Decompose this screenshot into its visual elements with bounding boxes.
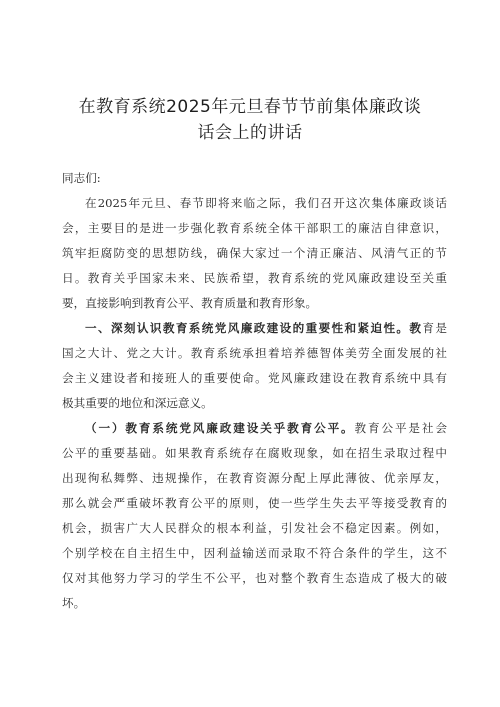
- paragraph-section-one: [62, 316, 447, 416]
- subsection-heading: （一）教育系统党风廉政建设关乎教育公平。: [85, 421, 355, 435]
- paragraph-subsection-one: [62, 416, 447, 616]
- paragraph-line: 要，直接影响到教育公平、教育质量和教育形象。: [62, 296, 318, 310]
- section-heading: 一、深刻认识教育系统党风廉政建设的重要性和紧迫性。: [85, 321, 410, 335]
- paragraph-line: 个别学校在自主招生中，因利益输送而录取不符合条件的学生，这不: [62, 546, 447, 560]
- paragraph-line: 那么就会严重破坏教育公平的原则，使一些学生失去平等接受教育的: [62, 496, 447, 510]
- paragraph-line: 坏。: [62, 596, 86, 610]
- paragraph-line: 国之大计、党之大计。教育系统承担着培养德智体美劳全面发展的社: [62, 346, 447, 360]
- paragraph-line: 在2025年元旦、春节即将来临之际，我们召开这次集体廉政谈话: [85, 196, 447, 210]
- paragraph-line: 出现徇私舞弊、违规操作，在教育资源分配上厚此薄彼、优亲厚友，: [62, 471, 447, 485]
- salutation: 同志们:: [62, 171, 101, 185]
- paragraph-line: 公平的重要基础。如果教育系统存在腐败现象，如在招生录取过程中: [62, 446, 447, 460]
- document-title-line-2: 话会上的讲话: [197, 123, 303, 143]
- paragraph-line: 极其重要的地位和深远意义。: [62, 396, 213, 410]
- line-tail: 育是: [422, 321, 447, 335]
- paragraph-line: 会主义建设者和接班人的重要使命。党风廉政建设在教育系统中具有: [62, 371, 447, 385]
- paragraph-line: 仅对其他努力学习的学生不公平，也对整个教育生态造成了极大的破: [62, 571, 447, 585]
- paragraph-line: [62, 316, 447, 341]
- paragraph-line: [62, 416, 447, 441]
- line-tail: 教育公平是社会: [354, 421, 447, 435]
- paragraph-line: 会，主要目的是进一步强化教育系统全体干部职工的廉洁自律意识，: [62, 221, 447, 235]
- bold-fragment: 教: [409, 321, 423, 335]
- paragraph-line: 日。教育关乎国家未来、民族希望，教育系统的党风廉政建设至关重: [62, 271, 447, 285]
- document-title-line-1: 在教育系统2025年元旦春节节前集体廉政谈: [78, 97, 422, 117]
- paragraph-line: 筑牢拒腐防变的思想防线，确保大家过一个清正廉洁、风清气正的节: [62, 246, 447, 260]
- paragraph-intro: [62, 191, 447, 316]
- document-body: [62, 166, 447, 616]
- paragraph-line: 机会，损害广大人民群众的根本利益，引发社会不稳定因素。例如，: [62, 521, 447, 535]
